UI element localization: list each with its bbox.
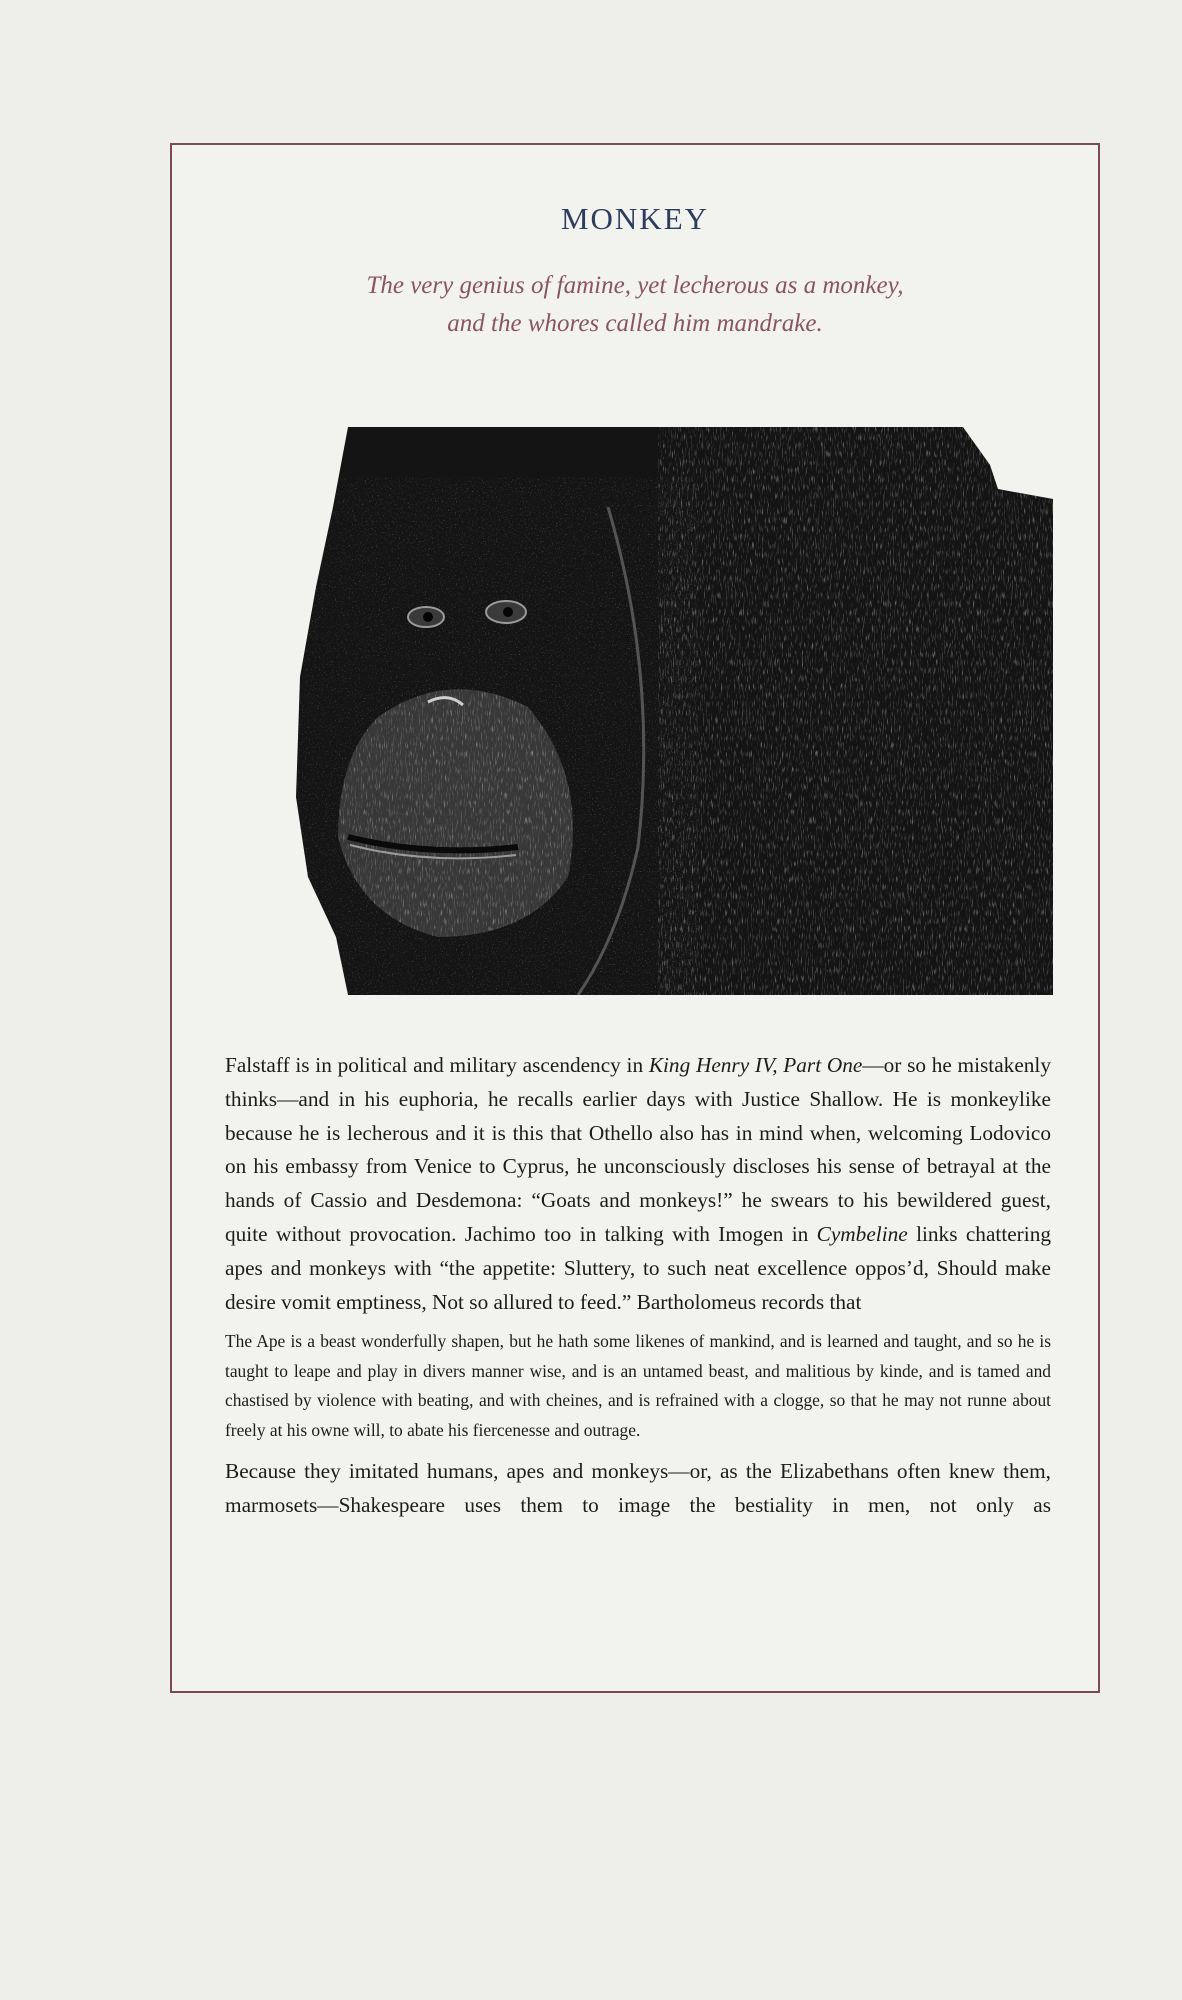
paragraph-1-text-b: —or so he mistakenly thinks—and in his euphoria, he recalls earlier days with Justice Shallow. He is monkeylike because he is lecherous and it is this that Othello also has in mind when, welcoming Lodovico on his embassy from Venice to Cyprus, he unconsciously discloses his sense of betrayal at the hands of Cassio and Desdemona: “Goats and monkeys!” he swears to his bewildered guest, quite without provocation. Jachimo too in talking with Imogen in [225, 1053, 1051, 1246]
paragraph-2: Because they imitated humans, apes and monkeys—or, as the Elizabethans often knew them, marmosets—Shakespeare uses them to image the bestiality in men, not only as [225, 1459, 1051, 1518]
epigraph-line-2: and the whores called him mandrake. [447, 310, 823, 337]
paragraph-1-text-c: links chattering apes and monkeys with “the appetite: Sluttery, to such neat excellence oppos’d, Should make desire vomit emptiness, Not so allured to feed.” Bartholomeus records that [225, 1221, 1051, 1314]
paragraph-1-text-a: Falstaff is in political and military ascendency in [225, 1053, 649, 1077]
page-frame [170, 143, 1100, 1693]
page-title: MONKEY [560, 201, 710, 236]
paragraph-1 [225, 1049, 1051, 1319]
orangutan-engraving [278, 417, 1053, 995]
body-text [225, 1049, 1051, 1523]
block-quote-bartholomeus: The Ape is a beast wonderfully shapen, but he hath some likenes of mankind, and is learned and taught, and so he is taught to leape and play in divers manner wise, and is an untamed beast, and malitious by kinde, and is tamed and chastised by violence with beating, and with cheines, and is refrained with a clogge, so that he may not runne about freely at his owne will, to abate his fiercenesse and outrage. [225, 1331, 1051, 1440]
play-title-henry-iv: King Henry IV, Part One [648, 1053, 863, 1077]
epigraph-line-1: The very genius of famine, yet lecherous as a monkey, [366, 272, 904, 299]
play-title-cymbeline: Cymbeline [816, 1221, 908, 1246]
epigraph [172, 267, 1098, 343]
